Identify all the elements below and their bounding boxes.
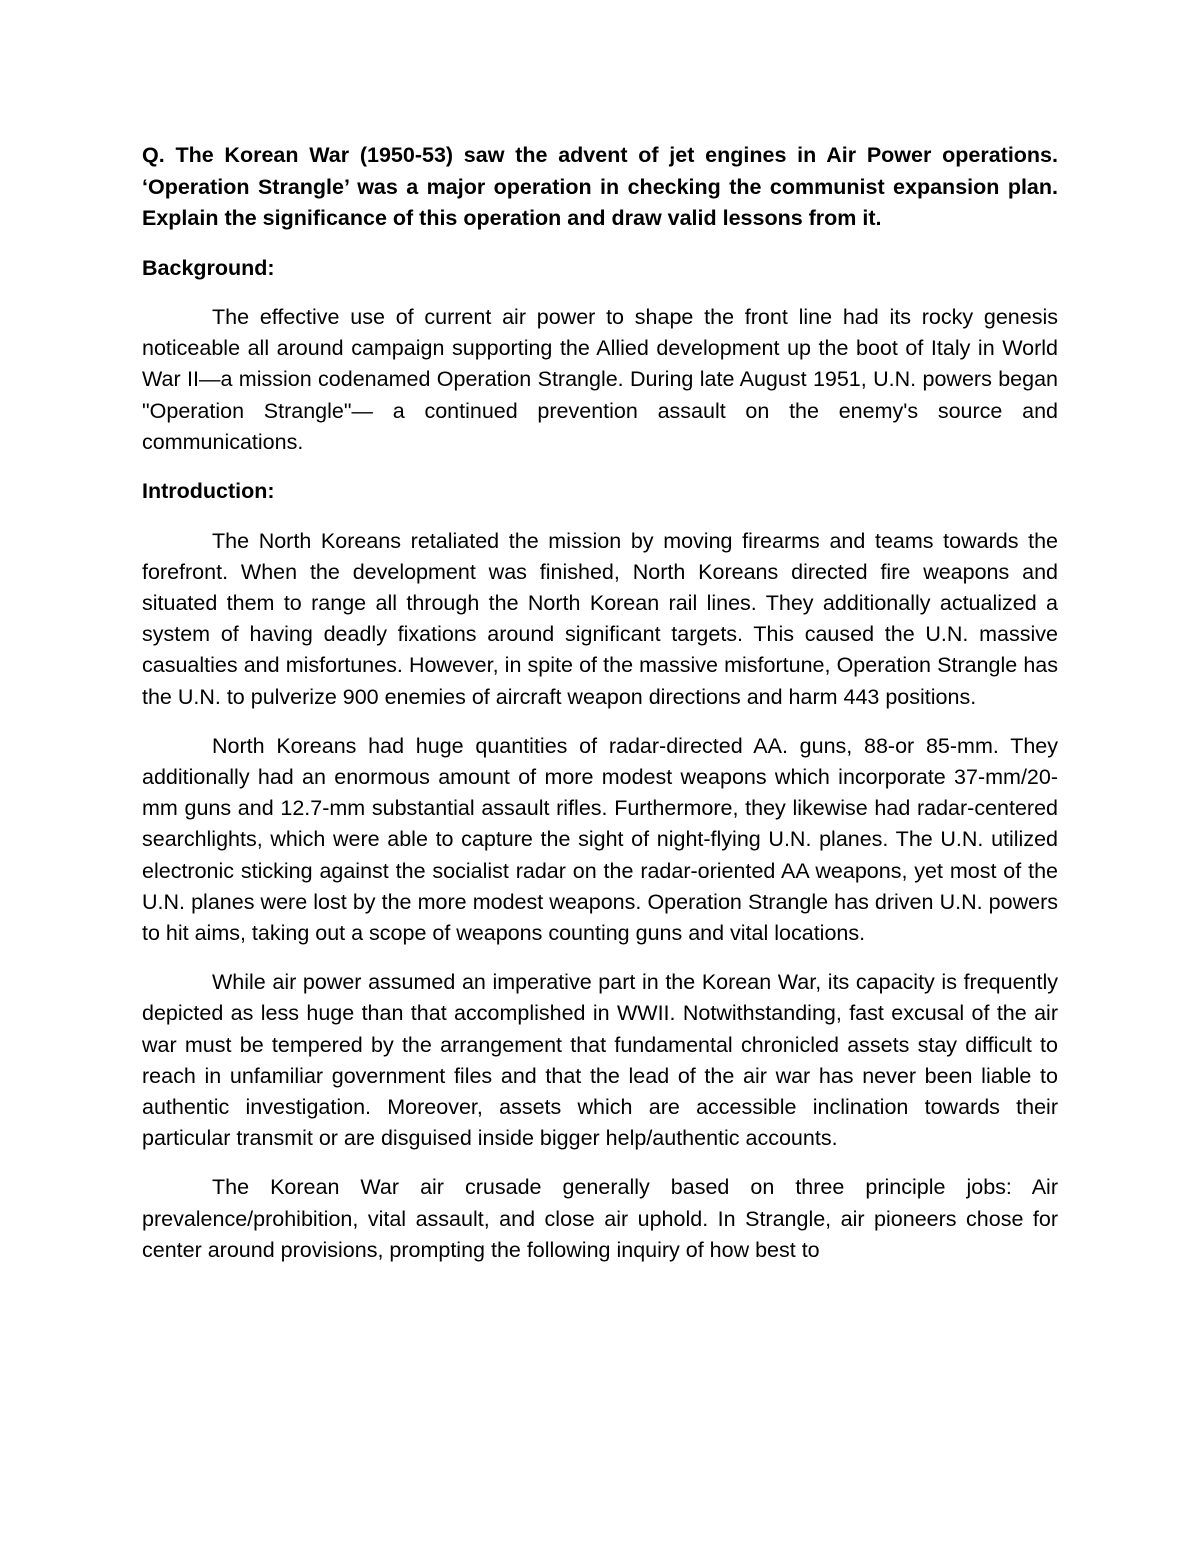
introduction-paragraph-3: While air power assumed an imperative part in the Korean War, its capacity is frequently depicted as less huge than that accomplished in WWII. Notwithstanding, fast excusal of the air war must be tempered by the arrangement that fundamental chronicled assets stay difficult to reach in unfamiliar government files and that the lead of the air war has never been liable to authentic investigation. Moreover, assets which are accessible inclination towards their particular transmit or are disguised inside bigger help/authentic accounts. [142, 970, 1058, 1151]
background-paragraph: The effective use of current air power to shape the front line had its rocky genesis noticeable all around campaign supporting the Allied development up the boot of Italy in World War II—a mission codenamed Operation Strangle. During late August 1951, U.N. powers began "Operation Strangle"— a continued prevention assault on the enemy's source and communications. [142, 305, 1058, 454]
introduction-paragraph-1: The North Koreans retaliated the mission by moving firearms and teams towards the forefront. When the development was finished, North Koreans directed fire weapons and situated them to range all through the North Korean rail lines. They additionally actualized a system of having deadly fixations around significant targets. This caused the U.N. massive casualties and misfortunes. However, in spite of the massive misfortune, Operation Strangle has the U.N. to pulverize 900 enemies of aircraft weapon directions and harm 443 positions. [142, 528, 1058, 709]
background-heading: Background: [142, 255, 275, 280]
introduction-paragraph-2: North Koreans had huge quantities of radar-directed AA. guns, 88-or 85-mm. They additionally had an enormous amount of more modest weapons which incorporate 37-mm/20-mm guns and 12.7-mm substantial assault rifles. Furthermore, they likewise had radar-centered searchlights, which were able to capture the sight of night-flying U.N. planes. The U.N. utilized electronic sticking against the socialist radar on the radar-oriented AA weapons, yet most of the U.N. planes were lost by the more modest weapons. Operation Strangle has driven U.N. powers to hit aims, taking out a scope of weapons counting guns and vital locations. [142, 733, 1058, 945]
question-text: Q. The Korean War (1950-53) saw the advent of jet engines in Air Power operations. ‘Operation Strangle’ was a major operation in checking the communist expansion plan. Explain the significance of this operation and draw valid lessons from it. [142, 143, 1058, 230]
introduction-heading: Introduction: [142, 479, 275, 504]
introduction-paragraph-4: The Korean War air crusade generally based on three principle jobs: Air prevalence/prohibition, vital assault, and close air uphold. In Strangle, air pioneers chose for center around provisions, prompting the following inquiry of how best to [142, 1175, 1058, 1262]
document-page [142, 140, 1058, 1284]
